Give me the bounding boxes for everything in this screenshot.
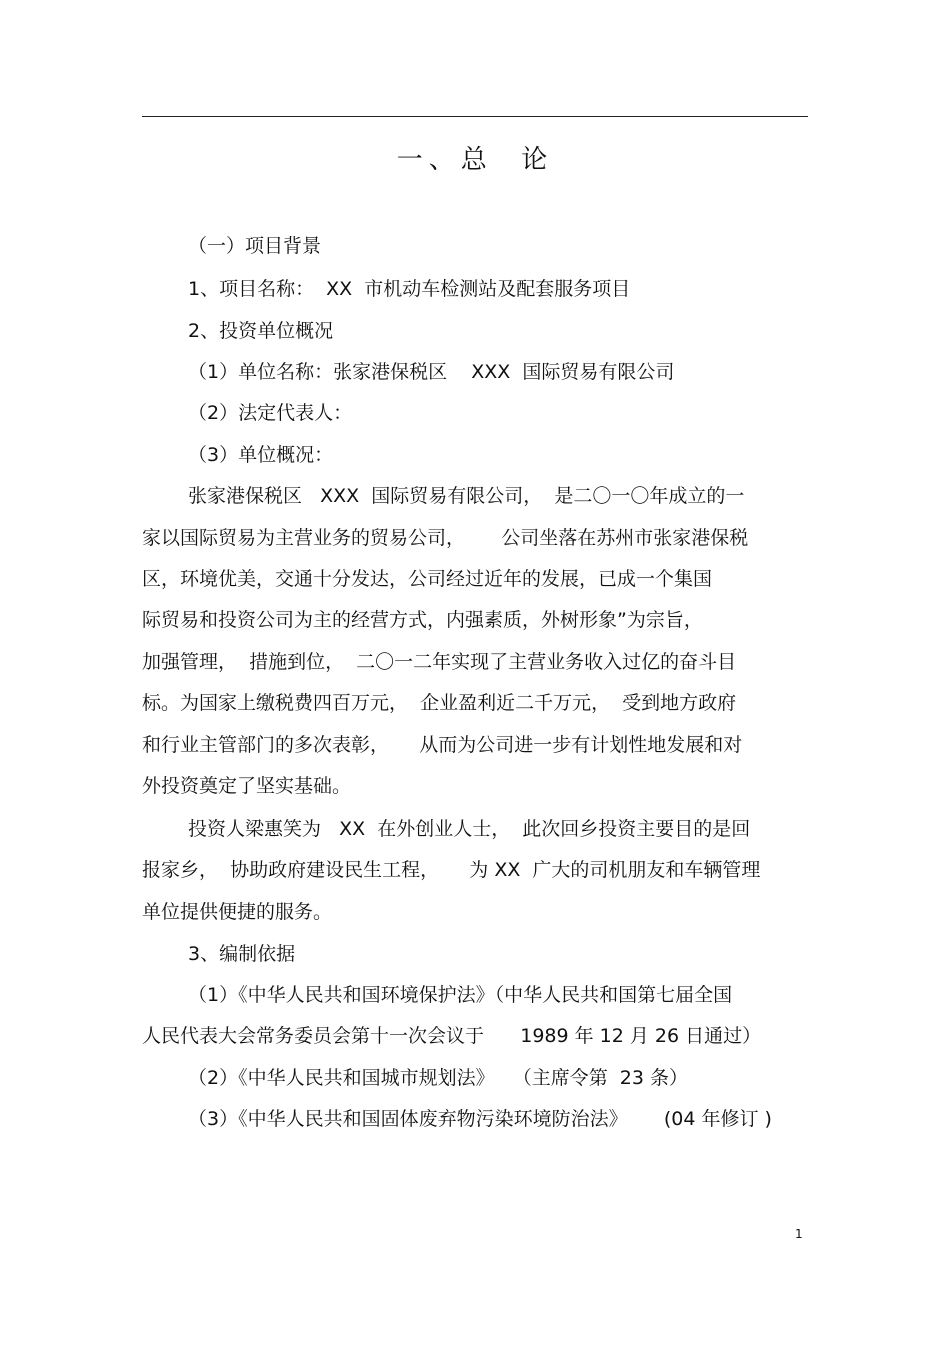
item-project-name: 1、项目名称： XX 市机动车检测站及配套服务项目 [188, 278, 631, 300]
sub-item-company-name: （1）单位名称：张家港保税区 XXX 国际贸易有限公司 [188, 361, 675, 383]
basis-item-1: （1）《中华人民共和国环境保护法》（中华人民共和国第七届全国 [188, 984, 733, 1006]
basis-item-2: （2）《中华人民共和国城市规划法》 （主席令第 23 条） [188, 1067, 689, 1089]
paragraph-line: 张家港保税区 XXX 国际贸易有限公司， 是二〇一〇年成立的一 [188, 485, 745, 507]
page-number: 1 [795, 1227, 803, 1241]
item-investor-overview: 2、投资单位概况 [188, 320, 334, 342]
sub-item-company-overview: （3）单位概况： [188, 444, 334, 466]
paragraph-line: 外投资奠定了坚实基础。 [142, 775, 352, 797]
paragraph-line: 际贸易和投资公司为主的经营方式，内强素质，外树形象”为宗旨， [142, 609, 703, 631]
chapter-title: 一、总 论 [396, 145, 554, 175]
header-rule [142, 116, 808, 117]
basis-item-3: （3）《中华人民共和国固体废弃物污染环境防治法》 (04 年修订 ) [188, 1108, 772, 1130]
section-heading: （一）项目背景 [188, 235, 322, 257]
paragraph-line: 报家乡， 协助政府建设民生工程， 为 XX 广大的司机朋友和车辆管理 [142, 859, 761, 881]
paragraph-line: 单位提供便捷的服务。 [142, 901, 333, 923]
basis-item-1-continued: 人民代表大会常务委员会第十一次会议于 1989 年 12 月 26 日通过） [142, 1025, 762, 1047]
paragraph-line: 加强管理， 措施到位， 二〇一二年实现了主营业务收入过亿的奋斗目 [142, 651, 737, 673]
sub-item-legal-representative: （2）法定代表人： [188, 402, 353, 424]
paragraph-line: 投资人梁惠笑为 XX 在外创业人士， 此次回乡投资主要目的是回 [188, 818, 751, 840]
paragraph-line: 标。为国家上缴税费四百万元， 企业盈利近二千万元， 受到地方政府 [142, 692, 737, 714]
paragraph-line: 家以国际贸易为主营业务的贸易公司， 公司坐落在苏州市张家港保税 [142, 527, 749, 549]
item-preparation-basis: 3、编制依据 [188, 943, 296, 965]
paragraph-line: 区，环境优美，交通十分发达，公司经过近年的发展，已成一个集国 [142, 568, 713, 590]
paragraph-line: 和行业主管部门的多次表彰， 从而为公司进一步有计划性地发展和对 [142, 734, 743, 756]
